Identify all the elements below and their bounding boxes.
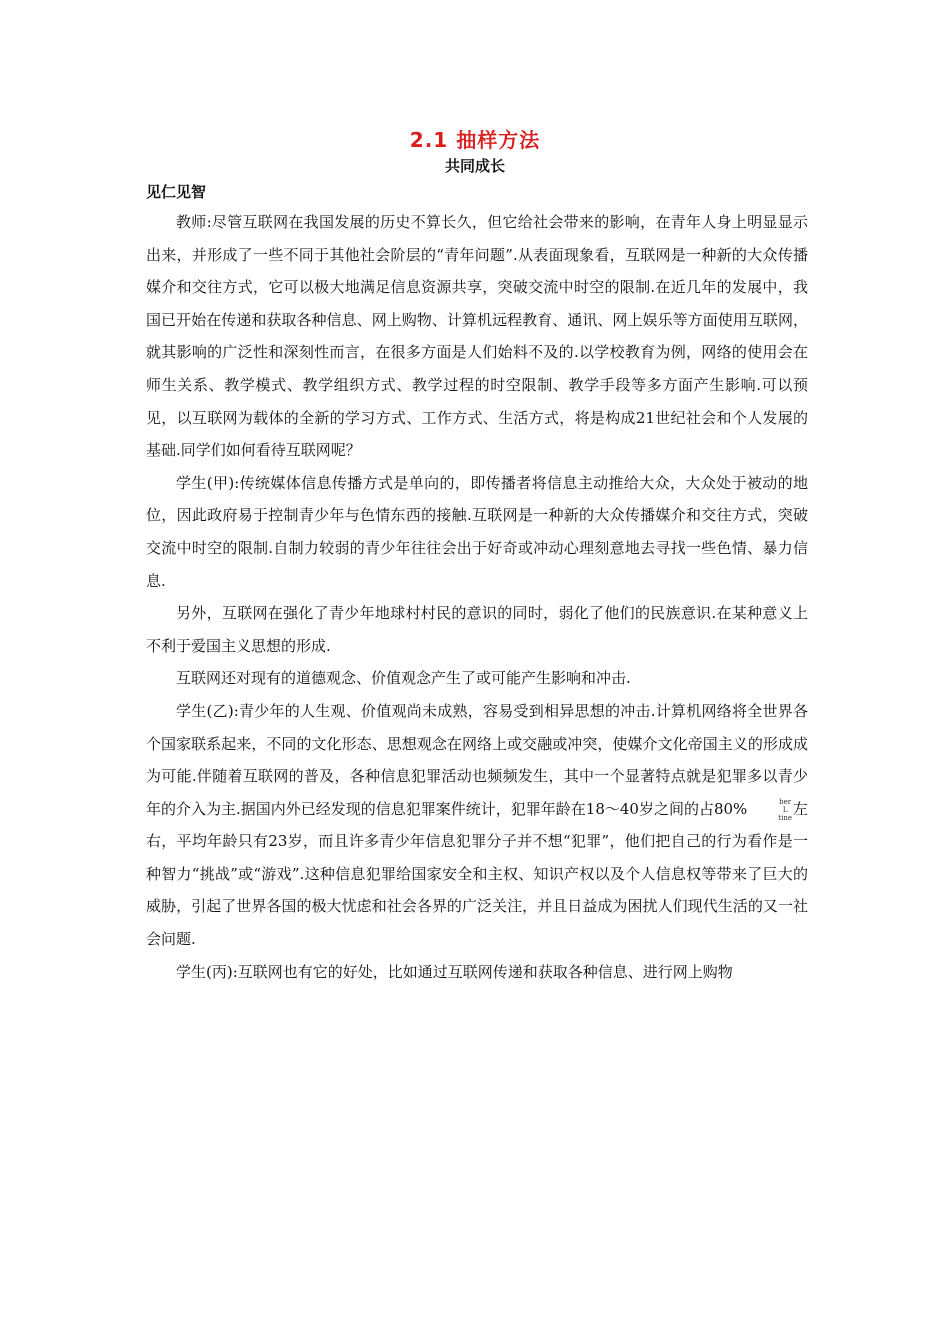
paragraph-student-a: 学生(甲):传统媒体信息传播方式是单向的，即传播者将信息主动推给大众，大众处于被动的地位，因此政府易于控制青少年与色情东西的接触.互联网是一种新的大众传播媒介和交往方式，突破交流中时空的限制.自制力较弱的青少年往往会出于好奇或冲动心理刻意地去寻找一些色情、暴力信息. [146,473,808,590]
paragraph-student-b [146,695,808,956]
inline-mark-middle: L [782,805,788,814]
paragraph-teacher: 教师:尽管互联网在我国发展的历史不算长久，但它给社会带来的影响，在青年人身上明显显示出来，并形成了一些不同于其他社会阶层的“青年问题”.从表面现象看，互联网是一种新的大众传播媒介和交往方式，它可以极大地满足信息资源共享，突破交流中时空的限制.在近几年的发展中，我国已开始在传递和获取各种信息、网上购物、计算机远程教育、通讯、网上娱乐等方面使用互联网，就其影响的广泛性和深刻性而言，在很多方面是人们始料不及的.以学校教育为例，网络的使用会在师生关系、教学模式、教学组织方式、教学过程的时空限制、教学手段等多方面产生影响.可以预见，以互联网为载体的全新的学习方式、工作方式、生活方式，将是构成21世纪社会和个人发展的基础.同学们如何看待互联网呢？ [146,213,808,460]
inline-mark-bottom: tine [778,813,792,822]
paragraph-morals: 互联网还对现有的道德观念、价值观念产生了或可能产生影响和冲击. [176,669,631,688]
inline-mark-top: ber [779,797,792,806]
document-body [146,206,808,988]
paragraph-student-b-head: 学生(乙):青少年的人生观、价值观尚未成熟，容易受到相异思想的冲击.计算机网络将全世界各个国家联系起来，不同的文化形态、思想观念在网络上或交融或冲突，使媒介文化帝国主义的形成成为可能.伴随着互联网的普及，各种信息犯罪活动也频频发生，其中一个显著特点就是犯罪多以青少年的介入为主.据国内外已经发现的信息犯罪案件统计，犯罪年龄在18～40岁之间的占80% [146,701,808,818]
document-title: 2.1 抽样方法 [409,128,541,152]
document-subtitle: 共同成长 [444,157,505,175]
inline-mark [748,798,792,822]
paragraph-student-c: 学生(丙):互联网也有它的好处，比如通过互联网传递和获取各种信息、进行网上购物 [176,962,733,981]
section-heading: 见仁见智 [146,183,207,201]
paragraph-moreover: 另外，互联网在强化了青少年地球村村民的意识的同时，弱化了他们的民族意识.在某种意义上不利于爱国主义思想的形成. [146,604,808,655]
paragraph-student-b-tail: 左右，平均年龄只有23岁，而且许多青少年信息犯罪分子并不想“犯罪”，他们把自己的行为看作是一种智力“挑战”或“游戏”.这种信息犯罪给国家安全和主权、知识产权以及个人信息权等带来了巨大的威胁，引起了世界各国的极大忧虑和社会各界的广泛关注，并且日益成为困扰人们现代生活的又一社会问题. [146,799,809,949]
